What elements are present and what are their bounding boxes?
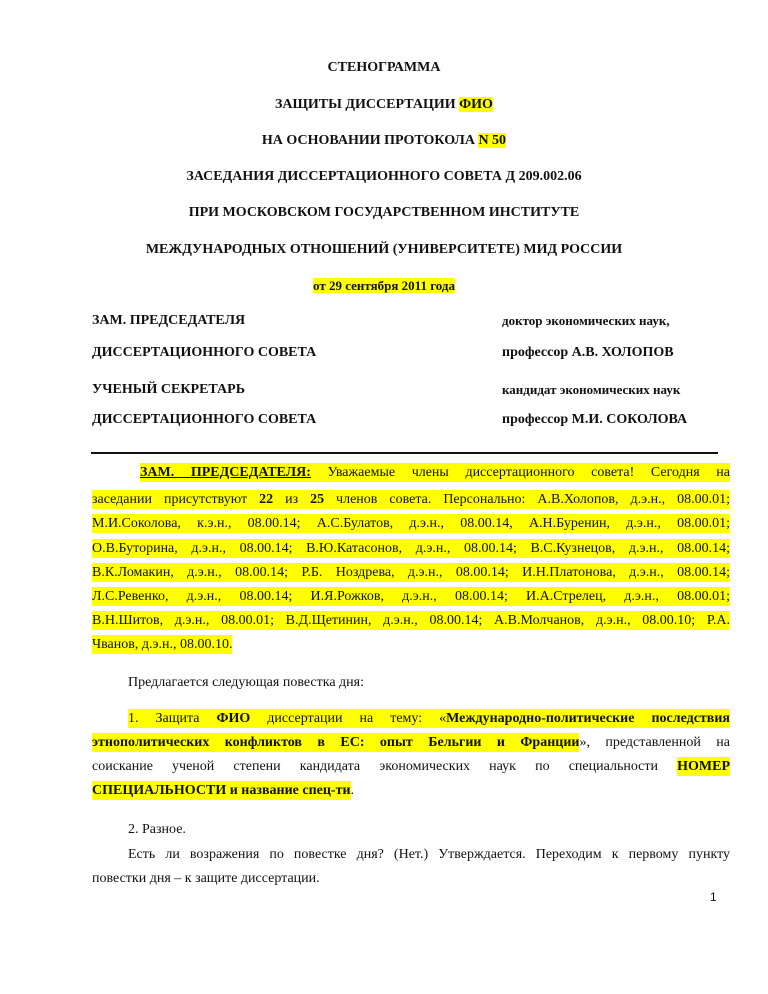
deputy-chair-name: профессор А.В. ХОЛОПОВ [502,345,674,360]
speech-line-8 [92,635,730,655]
highlighted-fio: ФИО [459,97,493,112]
speech-text: М.И.Соколова, к.э.н., 08.00.14; А.С.Булатов, д.э.н., 08.00.14, А.Н.Буренин, д.э.н., 08.00.01; [92,516,730,531]
agenda-intro: Предлагается следующая повестка дня: [128,675,364,690]
title-line-6 [0,240,768,260]
title-line-1 [0,58,768,78]
agenda-fio: ФИО [216,711,251,726]
title-text: ПРИ МОСКОВСКОМ ГОСУДАРСТВЕННОМ ИНСТИТУТЕ [188,205,580,220]
title-text: НА ОСНОВАНИИ ПРОТОКОЛА [261,133,479,148]
agenda-item-1-line-3 [92,757,730,777]
title-text: ЗАСЕДАНИЯ ДИССЕРТАЦИОННОГО СОВЕТА Д 209.002.06 [186,169,582,184]
title-text: СТЕНОГРАММА [327,60,441,75]
speech-text: Уважаемые члены диссертационного совета! Сегодня на [310,465,730,480]
horizontal-divider [91,452,718,454]
highlighted-date: от 29 сентября 2011 года [313,278,455,293]
total-count: 25 [310,492,325,507]
speaker-label: ЗАМ. ПРЕДСЕДАТЕЛЯ: [140,465,311,480]
deputy-chair-degree: доктор экономических наук, [502,313,670,328]
agenda-item-2: 2. Разное. [128,822,186,837]
speech-text: заседании присутствуют [92,492,260,507]
agenda-item-1-line-2 [92,733,730,753]
thesis-title: Международно-политические последствия [446,711,730,726]
title-text: ЗАЩИТЫ ДИССЕРТАЦИИ [275,97,460,112]
deputy-chair-title: ЗАМ. ПРЕДСЕДАТЕЛЯ [92,313,246,328]
secretary-degree: кандидат экономических наук [502,382,681,397]
speech-line-3 [92,514,730,534]
title-line-5 [0,203,768,223]
speech-line-1 [140,463,730,483]
page-number: 1 [710,890,717,904]
agenda-text: . [350,783,355,798]
agenda-text: 1. Защита [128,711,217,726]
speech-line-5 [92,563,730,583]
speech-line-7 [92,611,730,631]
objection-question-end: повестки дня – к защите диссертации. [92,871,320,886]
speech-line-2 [92,490,730,510]
agenda-text: диссертации на тему: « [250,711,447,726]
agenda-text: », представленной на [579,735,730,750]
agenda-item-1-line-1 [128,709,730,729]
deputy-chair-council: ДИССЕРТАЦИОННОГО СОВЕТА [92,345,317,360]
specialty-number: НОМЕР [677,759,730,774]
speech-text: В.Н.Шитов, д.э.н., 08.00.01; В.Д.Щетинин, д.э.н., 08.00.14; А.В.Молчанов, д.э.н., 08.00.10; Р.А. [92,613,730,628]
speech-text: из [273,492,311,507]
speech-text: Чванов, д.э.н., 08.00.10. [92,637,233,652]
speech-text: членов совета. Персонально: А.В.Холопов, д.э.н., 08.00.01; [324,492,730,507]
agenda-item-1-line-4 [92,781,730,801]
objection-question: Есть ли возражения по повестке дня? (Нет.) Утверждается. Переходим к первому пункту [128,847,730,862]
highlighted-protocol-number: N 50 [478,133,507,148]
speech-text: В.К.Ломакин, д.э.н., 08.00.14; Р.Б. Ноздрева, д.э.н., 08.00.14; И.Н.Платонова, д.э.н., 08.00.14; [92,565,730,580]
speech-text: О.В.Буторина, д.э.н., 08.00.14; В.Ю.Катасонов, д.э.н., 08.00.14; В.С.Кузнецов, д.э.н., 08.00.14; [92,541,730,556]
secretary-name: профессор М.И. СОКОЛОВА [502,412,688,427]
agenda-text: соискание ученой степени кандидата экономических наук по специальности [92,759,678,774]
title-line-4 [0,167,768,187]
date-line [0,276,768,296]
title-line-2 [0,95,768,115]
secretary-council: ДИССЕРТАЦИОННОГО СОВЕТА [92,412,317,427]
speech-line-4 [92,539,730,559]
speech-line-6 [92,587,730,607]
title-text: МЕЖДУНАРОДНЫХ ОТНОШЕНИЙ (УНИВЕРСИТЕТЕ) МИД РОССИИ [145,242,623,257]
thesis-title: этнополитических конфликтов в ЕС: опыт Бельгии и Франции [92,735,580,750]
title-line-3 [0,131,768,151]
speech-text: Л.С.Ревенко, д.э.н., 08.00.14; И.Я.Рожков, д.э.н., 08.00.14; И.А.Стрелец, д.э.н., 08.00.01; [92,589,730,604]
secretary-title: УЧЕНЫЙ СЕКРЕТАРЬ [92,382,245,397]
present-count: 22 [259,492,274,507]
specialty-name: СПЕЦИАЛЬНОСТИ и название спец-ти [92,783,351,798]
